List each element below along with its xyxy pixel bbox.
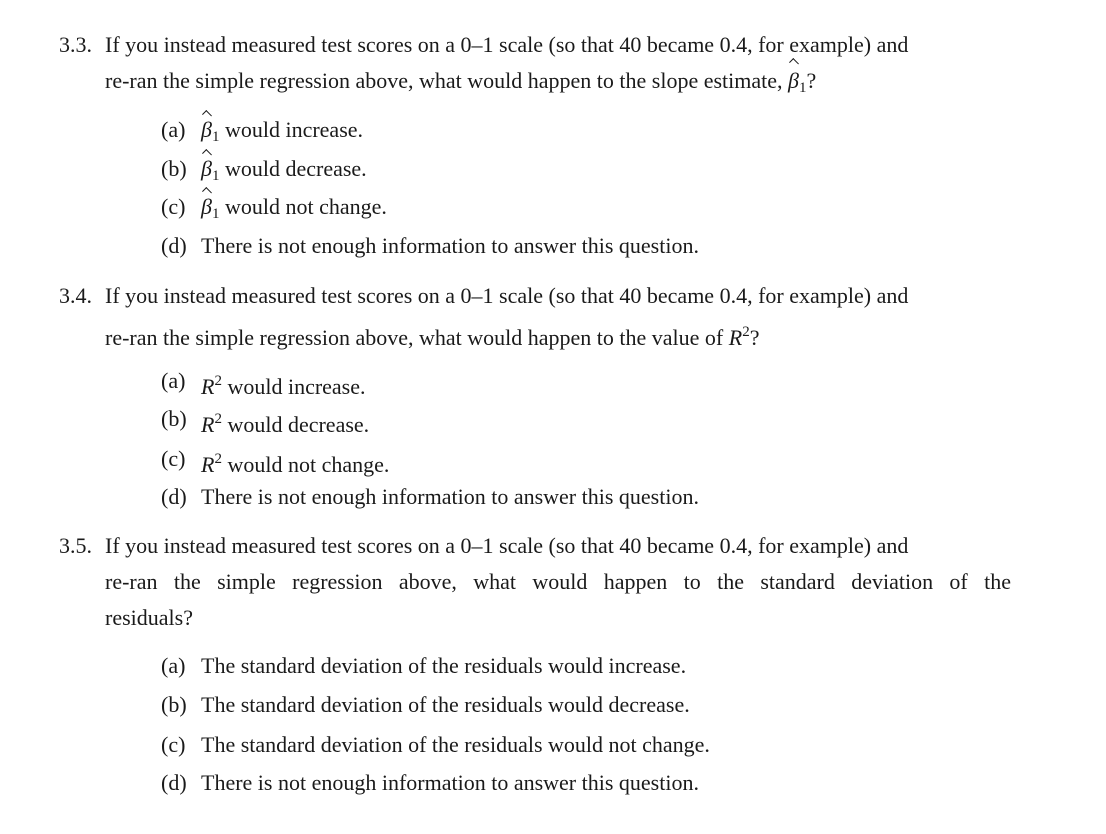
beta-symbol: β [201,156,212,181]
question-text-line-3: residuals? [105,605,193,630]
option-text-body: would decrease. [227,412,370,437]
option-text [201,404,369,440]
option-label: (c) [161,446,186,471]
beta-subscript: 1 [799,80,807,96]
option-label: (b) [161,692,187,717]
question-text-line-2-main: re-ran the simple regression above, what would happen to the value of [105,325,724,350]
question-text-line-2 [105,314,759,356]
option-text-body: would not change. [224,194,387,219]
option-label: (b) [161,156,187,181]
option-label: (d) [161,233,187,258]
option-text [201,115,363,152]
question-number: 3.4. [59,283,92,308]
question-text-line-2-main: re-ran the simple regression above, what would happen to the slope estimate, [105,68,783,93]
option-text: The standard deviation of the residuals would decrease. [201,692,690,717]
question-number: 3.5. [59,533,92,558]
beta-symbol: β [201,117,212,142]
r-squared-symbol: R [201,412,215,437]
question-text-line-2: re-ran the simple regression above, what would happen to the standard deviation of the [105,569,1011,594]
beta-subscript: 1 [211,168,220,184]
option-text [201,366,366,402]
beta-symbol: β [788,68,799,93]
question-mark: ? [749,325,760,350]
question-number: 3.3. [59,32,92,57]
option-text: There is not enough information to answer this question. [201,484,699,509]
beta-subscript: 1 [211,206,220,222]
option-label: (b) [161,406,187,431]
option-text-body: would increase. [224,117,364,142]
option-text [201,444,389,480]
option-label: (c) [161,194,186,219]
question-text-line-1: If you instead measured test scores on a 0–1 scale (so that 40 became 0.4, for example) and [105,32,909,57]
option-text: The standard deviation of the residuals would increase. [201,653,687,678]
question-text-line-2 [105,63,816,106]
option-text: There is not enough information to answer this question. [201,233,699,258]
question-mark: ? [806,68,817,93]
option-label: (a) [161,117,186,142]
beta-hat-symbol [201,192,219,229]
option-text [201,192,387,229]
r-squared-superscript: 2 [742,324,750,340]
option-label: (c) [161,732,186,757]
beta-hat-symbol [201,154,219,191]
r-squared-superscript: 2 [214,451,222,467]
beta-symbol: β [201,194,212,219]
option-text-body: would increase. [227,374,366,399]
option-text-body: would not change. [227,452,390,477]
r-squared-symbol: R [201,452,215,477]
r-squared-symbol: R [201,374,215,399]
r-squared-superscript: 2 [214,411,222,427]
option-text [201,154,367,191]
beta-subscript: 1 [211,129,220,145]
beta-hat-symbol [788,63,806,106]
beta-hat-symbol [201,115,219,152]
option-text: The standard deviation of the residuals would not change. [201,732,710,757]
option-label: (a) [161,368,186,393]
option-label: (a) [161,653,186,678]
question-text-line-1: If you instead measured test scores on a 0–1 scale (so that 40 became 0.4, for example) and [105,283,909,308]
r-squared-superscript: 2 [214,373,222,389]
option-label: (d) [161,770,187,795]
option-label: (d) [161,484,187,509]
option-text: There is not enough information to answer this question. [201,770,699,795]
r-squared-symbol: R [728,325,743,350]
question-text-line-1: If you instead measured test scores on a 0–1 scale (so that 40 became 0.4, for example) and [105,533,909,558]
option-text-body: would decrease. [224,156,367,181]
